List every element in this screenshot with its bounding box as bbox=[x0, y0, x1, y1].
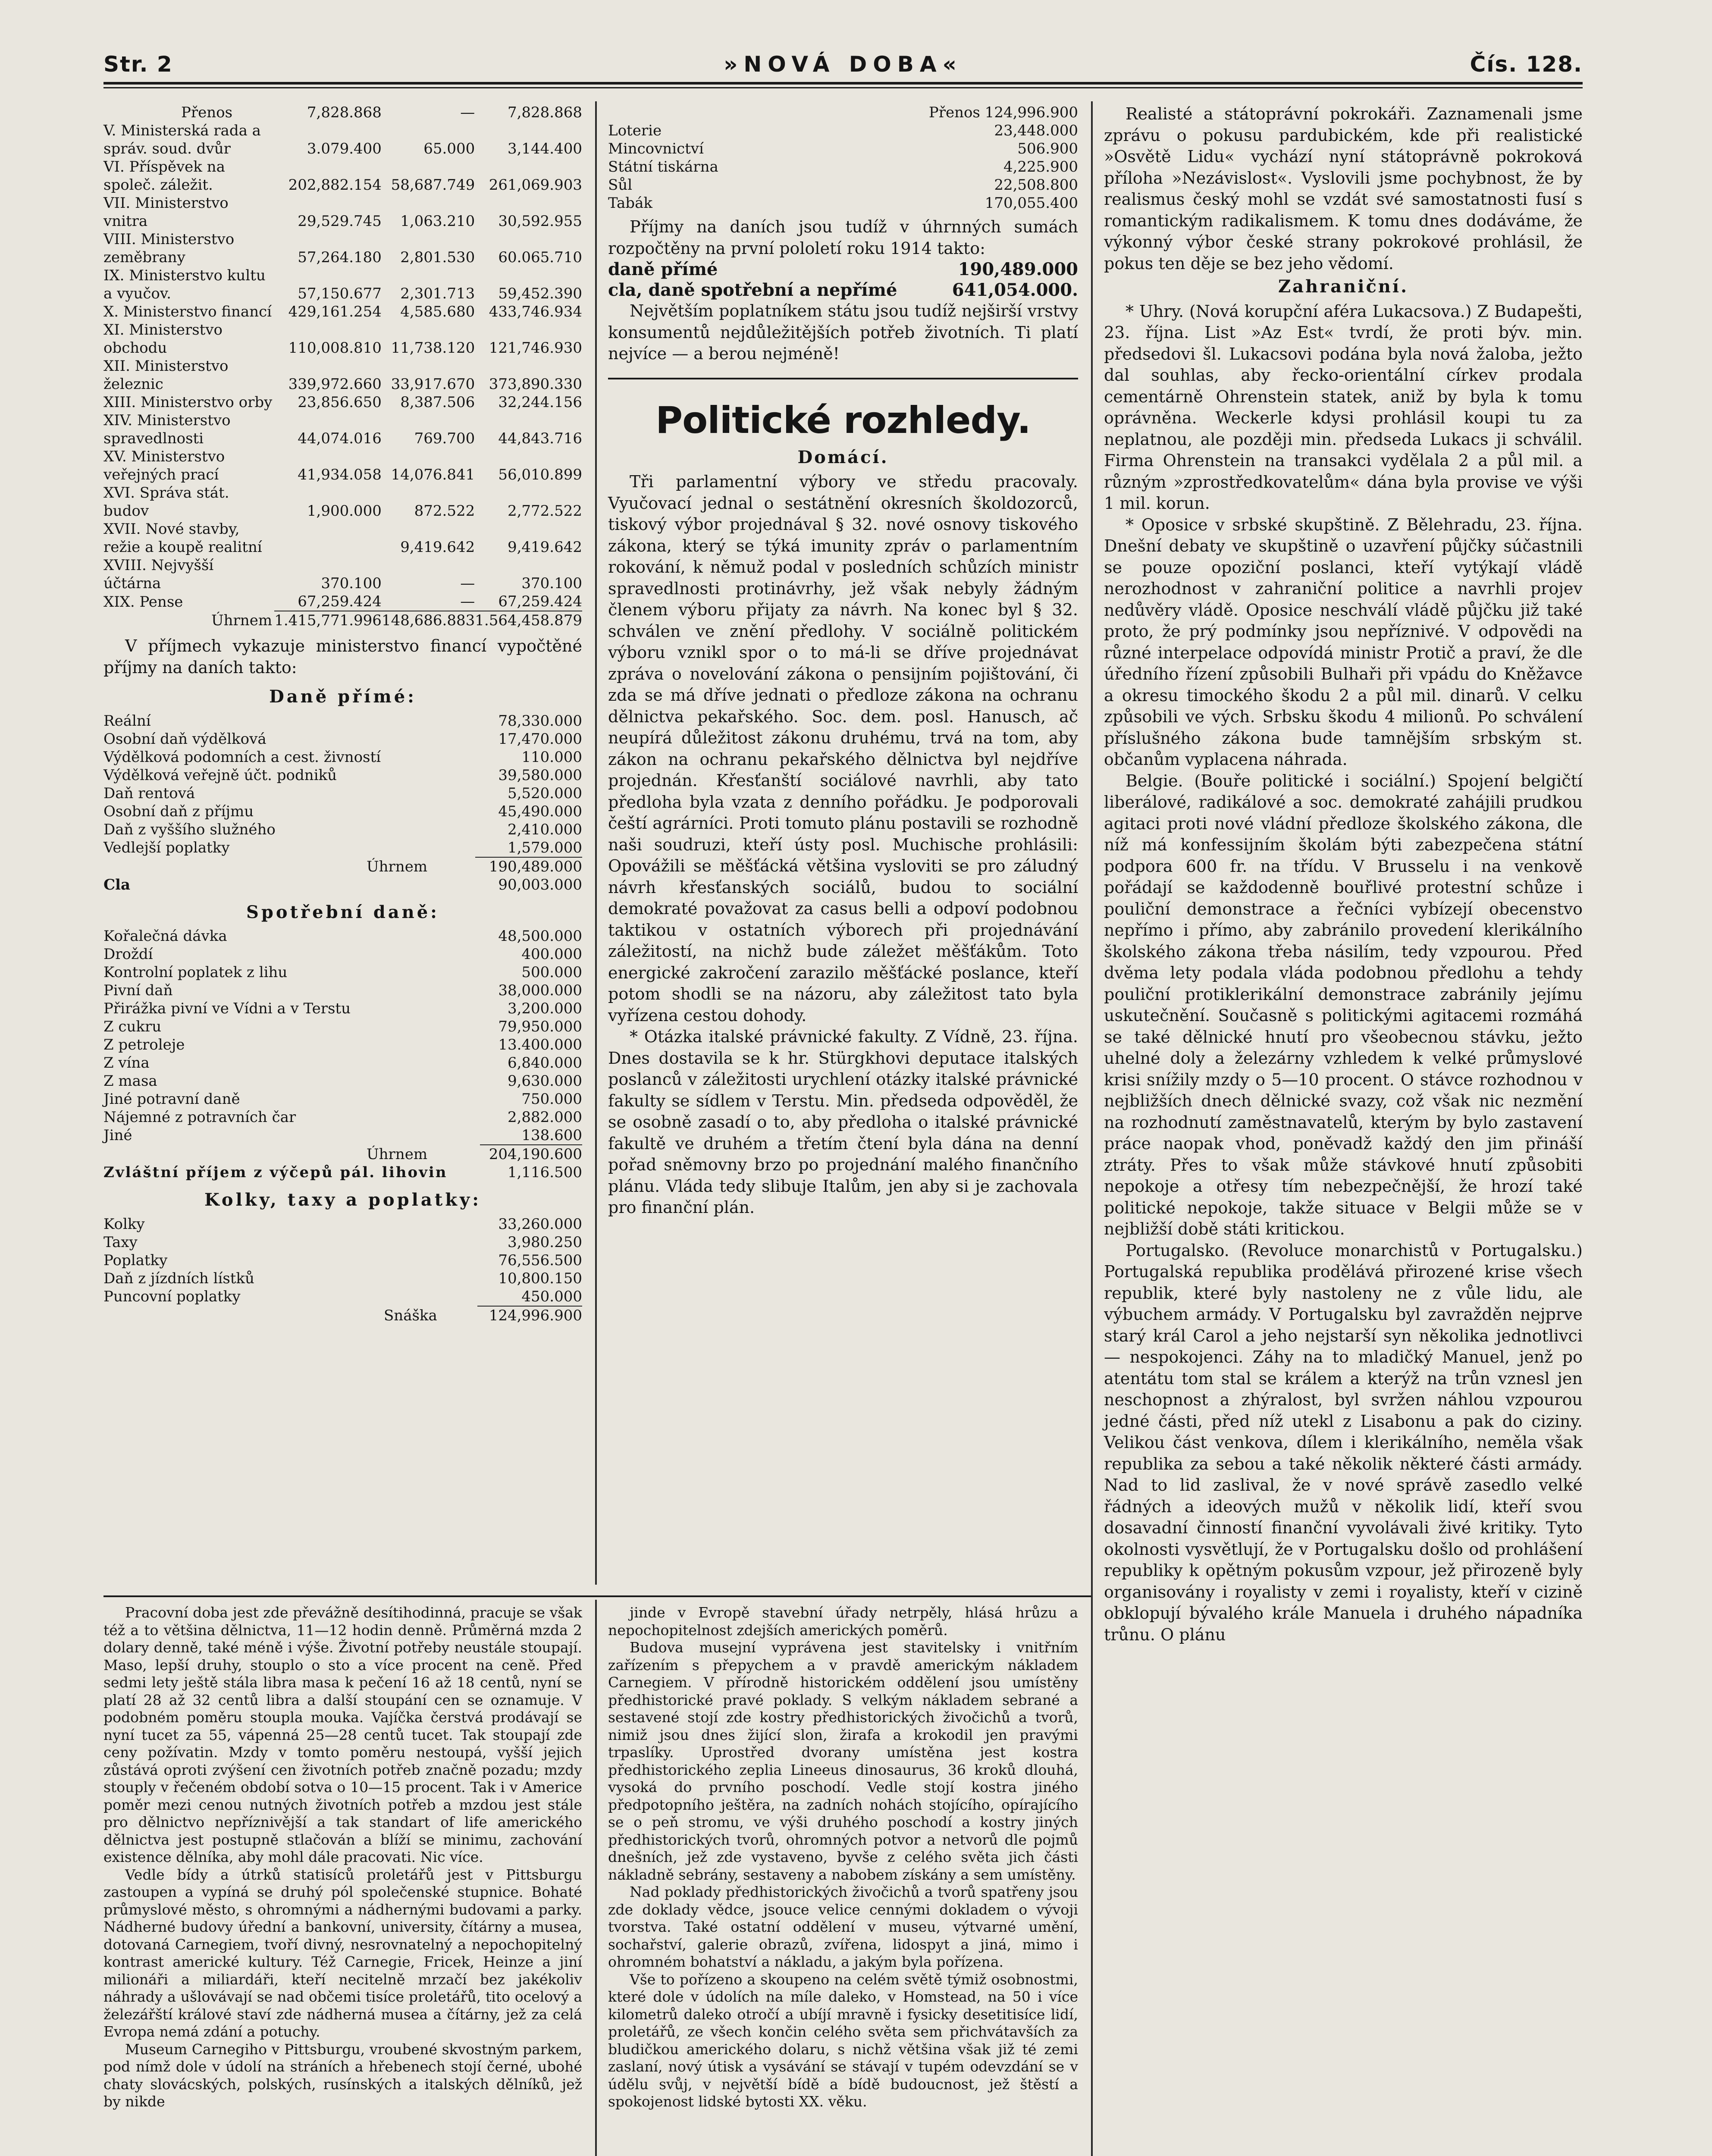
table-row: Z cukru 79,950.000 bbox=[103, 1018, 582, 1035]
article-paragraph: * Otázka italské právnické fakulty. Z Vídně, 23. října. Dnes dostavila se k hr. Stürgkhovi deputace italských poslanců v záležitosti urychlení otázky italské právnické fakulty se sídlem v Terstu. Min. předseda odpověděl, že se osobně zasadí o to, aby předloha o italské právnické fakultě ve druhém a třetím čtení byla dána na denní pořad sněmovny brzo po projednání malého finančního plánu. Vláda tedy slibuje Italům, jen aby si je zachovala pro finanční plán. bbox=[608, 1027, 1078, 1217]
revenue-intro: Příjmy na daních jsou tudíž v úhrnných sumách rozpočtěny na první pololetí roku 1914 takto: bbox=[608, 217, 1078, 258]
masthead bbox=[103, 43, 1583, 82]
middle-column bbox=[608, 103, 1078, 1219]
table-row: Sůl 22,508.800 bbox=[608, 176, 1078, 194]
table-row: Výdělková veřejně účt. podniků 39,580.000 bbox=[103, 766, 582, 784]
table-row: Z petroleje 13.400.000 bbox=[103, 1036, 582, 1053]
fees-heading: Kolky, taxy a poplatky: bbox=[204, 1190, 481, 1210]
budget-row: XI. Ministerstvo obchodu 110,008.810 11,738.120 121,746.930 bbox=[103, 321, 582, 357]
budget-row: VII. Ministerstvo vnitra 29,529.745 1,063.210 30,592.955 bbox=[103, 194, 582, 230]
article-paragraph: Portugalsko. (Revoluce monarchistů v Portugalsku.) Portugalská republika prodělává přirozené krise všech republik, které byly nastoleny ne z vůle lidu, ale výbuchem armády. V Portugalsku byl zavražděn nejprve starý král Carol a jeho nejstarší syn několika jednotlivci — nespokojenci. Záhy na to mladičký Manuel, jenž po atentátu tom stal se králem a kterýž na trůn vznesl jen neschopnost a zhýralost, byl svržen náhlou vzpourou jedné části, před níž utekl z Lisabonu a pak do ciziny. Velikou část venkova, dílem i klerikálního, neměla však republika za sebou a také několik některé části armády. Nad to lid zaslival, že v nové správě zasedlo velké řádných a ideových mužů v několik lidí, kteří svou dosavadní činností finanční vyvolávali živé kritiky. Tyto okolnosti vysvětlují, že v Portugalsku došlo od prohlášení republiky k opětným pokusům vzpour, jež přirozeně byly organisovány i royalisty v zemi i royalisty, kteří v cizině obklopují bývalého krále Manuela i druhého nápadníka trůnu. O plánu bbox=[1104, 1241, 1583, 1644]
table-row: Poplatky 76,556.500 bbox=[103, 1251, 582, 1269]
fees-table bbox=[103, 1215, 582, 1306]
article-rule bbox=[608, 378, 1078, 379]
foreign-articles bbox=[1104, 301, 1583, 1646]
table-row: Kolky 33,260.000 bbox=[103, 1215, 582, 1233]
direct-taxes-total: Úhrnem 190,489.000 Cla 90,003.000 bbox=[103, 858, 582, 893]
section-headline: Politické rozhledy. bbox=[655, 398, 1031, 442]
budget-row: IX. Ministerstvo kultu a vyučov. 57,150.677 2,301.713 59,452.390 bbox=[103, 267, 582, 302]
foreign-heading: Zahraniční. bbox=[1278, 276, 1409, 297]
budget-total-row: Úhrnem 1.415,771.996 148,686.883 1.564,458.879 bbox=[211, 612, 582, 629]
budget-row: X. Ministerstvo financí 429,161.254 4,585.680 433,746.934 bbox=[103, 303, 582, 320]
budget-row: XIII. Ministerstvo orby 23,856.650 8,387.506 32,244.156 bbox=[103, 394, 582, 411]
page-number: Str. 2 bbox=[103, 52, 173, 77]
article-paragraph: Tři parlamentní výbory ve středu pracovaly. Vyučovací jednal o sestátnění okresních školdozorců, tiskový výbor projednával § 32. nové osnovy tiskového zákona, který se týká imunity zpráv o parlamentním rokování, k němuž podal v posledních schůzích ministr spravedlnosti protinávrhy, jež však nebyly žádným členem výboru přijaty za návrh. Na konec byl § 32. schválen ve znění předlohy. V sociálně politickém výboru vznikl spor o to má-li se dříve projednávat zpráva o novelování zákona o pensijním pojištování, či zda se má dříve jednati o předloze zákona na ochranu dělnictva pekařského. Soc. dem. posl. Hanusch, ač neupírá důležitost zákonu druhému, trvá na tom, aby zákon na ochranu pekařského dělnictva byl nejdříve projednán. Křesťanští sociálové navrhli, aby tato předloha byla vzata z denního pořádku. Je podporovali čeští agrárníci. Proti tomuto plánu postavili se rozhodně naši soudruzi, kteří ústy posl. Muchische prohlásili: Opovážili se měšťácká většina vysloviti se pro záludný návrh křesťanských sociálů, budou to sociální demokraté považovat za casus belli a odpoví podobnou taktikou v ostatních výborech při projednávání záležitostí, na nichž bude záležet měšťákům. Toto energické zakročení zarazilo měšťácké poslance, kteří potom shodli se na názoru, aby záležitost tato byla vyřízena cestou dohody. bbox=[608, 472, 1078, 1025]
consumption-taxes-heading: Spotřební daně: bbox=[246, 902, 439, 922]
budget-row: XVII. Nové stavby, režie a koupě realitní 9,419.642 9,419.642 bbox=[103, 520, 582, 556]
table-row: Droždí 400.000 bbox=[103, 946, 582, 963]
revenue-sums bbox=[608, 259, 1078, 301]
header-rule-thin bbox=[103, 87, 1583, 88]
table-row: Mincovnictví 506.900 bbox=[608, 140, 1078, 157]
article-paragraph: Pracovní doba jest zde převážně desítihodinná, pracuje se však též a to většina dělnictva, 11—12 hodin denně. Průměrná mzda 2 dolary denně, také méně i výše. Životní potřeby neustále stoupají. Maso, lepší druhy, stouplo o sto a více procent na ceně. Před sedmi lety ještě stála libra masa k pečení 16 až 18 centů, nyní se platí 28 až 32 centů libra a další stoupání cen se oznamuje. V podobném poměru stoupla mouka. Vajíčka čerstvá prodávají se nyní tucet za 55, vápenná 25—28 centů tucet. Tak stoupají zde ceny požívatin. Mzdy v tomto poměru nestoupá, vyšší jejich zůstává oproti zvýšení cen životních potřeb značně pozadu; mzdy stouply v řečeném období sotva o 10—15 procent. Tak i v Americe poměr mezi cenou nutných životních potřeb a mzdou jest stále pro dělnictvo nepříznivější a tak standart of life amerického dělnictva jest postupně stlačován a blíží se minimu, zachování existence dělníka, aby mohl dále pracovati. Nic více. bbox=[103, 1604, 582, 1865]
table-row: Z vína 6,840.000 bbox=[103, 1054, 582, 1072]
direct-taxes-table bbox=[103, 712, 582, 857]
tax-intro: V příjmech vykazuje ministerstvo financí vypočtěné příjmy na daních takto: bbox=[103, 636, 582, 677]
table-row: Pivní daň 38,000.000 bbox=[103, 982, 582, 999]
newspaper-title: »NOVÁ DOBA« bbox=[724, 52, 963, 77]
article-paragraph: Museum Carnegiho v Pittsburgu, vroubené skvostným parkem, pod nímž dole v údolí na stráních a hřebenech stojí černé, ubohé chaty slovácských, polských, rusínských a italských dělníků, jež by nikde bbox=[103, 2040, 582, 2110]
table-row: Nájemné z potravních čar 2,882.000 bbox=[103, 1109, 582, 1126]
article-paragraph: jinde v Evropě stavební úřady netrpěly, hlásá hrůzu a nepochopitelnost zdejších amerických poměrů. bbox=[608, 1604, 1078, 1639]
issue-number: Čís. 128. bbox=[1470, 52, 1583, 77]
table-row: Daň z jízdních lístků 10,800.150 bbox=[103, 1269, 582, 1287]
table-row: Kořalečná dávka 48,500.000 bbox=[103, 928, 582, 945]
domestic-articles bbox=[608, 471, 1078, 1219]
table-row: daně přímé 190,489.000 bbox=[608, 259, 1078, 279]
table-row: Výdělková podomních a cest. živností 110.000 bbox=[103, 748, 582, 766]
article-paragraph: * Uhry. (Nová korupční aféra Lukacsova.) Z Budapešti, 23. října. List »Az Est« tvrdí, že proti býv. min. předsedovi šl. Lukacsovi podána byla nová žaloba, ježto dal souhlas, aby řecko-orientální církev prodala cementárně Ohrenstein statek, aniž by byla k tomu oprávněna. Weckerle kdysi prohlásil koupi tu za neplatnou, ale později min. předseda Lukacs ji schválil. Firma Ohrenstein na transakci vydělala 2 a půl mil. a různým »zprostředkovatelům« dána byla provise ve výši 1 mil. korun. bbox=[1104, 301, 1583, 513]
article-paragraph: Realisté a státoprávní pokrokáři. Zaznamenali jsme zprávu o pokusu pardubickém, kde při realistické »Osvětě Lidu« vychází nyní státoprávně pokroková příloha »Nezávislost«. Vyslovili jsme pochybnost, že by realismus český mohl se vzdát své samostatnosti fusí s romantickým radikalismem. K tomu dnes dodáváme, že výkonný výbor české strany pokrokové prohlásil, že pokus ten děje se bez jeho vědomí. bbox=[1104, 104, 1583, 273]
budget-row: XV. Ministerstvo veřejných prací 41,934.058 14,076.841 56,010.899 bbox=[103, 448, 582, 483]
article-paragraph: Budova musejní vyprávena jest stavitelsky i vnitřním zařízením s přepychem a v pravdě americkým nákladem Carnegiem. V přírodně historickém oddělení jsou umístěny předhistorické pravé poklady. S velkým nákladem sebrané a sestavené stojí zde kostry předhistorických živočichů a tvorů, nimiž jsou dnes žijící slon, žirafa a krokodil jen pravými trpaslíky. Uprostřed dvorany umístěna jest kostra předhistorického zeplia Lineeus dinosaurus, 36 kroků dlouhá, vysoká do prvního poschodí. Vedle stojí kostra jiného předpotopního ještěra, na zadních nohách stojícího, opírajícího se o peň stromu, ve výši druhého poschodí a kostry jiných předhistorických tvorů, ohromných potvor a netvorů dle pojmů dnešních, jež zde vystaveno, byvše z celého světa jich části nákladně sebrány, sestaveny a nabobem získány a sem umístěny. bbox=[608, 1639, 1078, 1883]
table-row: Osobní daň z příjmu 45,490.000 bbox=[103, 802, 582, 820]
pokrokari-article bbox=[1104, 103, 1583, 274]
budget-row: V. Ministerská rada a správ. soud. dvůr 3.079.400 65.000 3,144.400 bbox=[103, 122, 582, 157]
budget-row: VIII. Ministerstvo zeměbrany 57,264.180 2,801.530 60.065.710 bbox=[103, 231, 582, 266]
table-row: Osobní daň výdělková 17,470.000 bbox=[103, 730, 582, 748]
feuilleton-right bbox=[608, 1604, 1078, 2111]
budget-row: VI. Příspěvek na společ. záležit. 202,882.154 58,687.749 261,069.903 bbox=[103, 158, 582, 194]
column-separator bbox=[595, 1600, 597, 2156]
budget-row: XIX. Pense 67,259.424 — 67,259.424 bbox=[103, 593, 582, 611]
article-paragraph: Nad poklady předhistorických živočichů a tvorů spatřeny jsou zde doklady vědce, jsouce velice cennými dokladem o vývoji tvorstva. Také ostatní oddělení v museu, výtvarné umění, sochařství, galerie obrazů, zvířena, lidospyt a jiná, mimo i ohromném bohatství a nákladu, a jakým byla pořízena. bbox=[608, 1883, 1078, 1970]
table-row: cla, daně spotřební a nepřímé 641,054.000. bbox=[608, 280, 1078, 300]
article-paragraph: Vše to pořízeno a skoupeno na celém světě týmiž osobnostmi, které dole v údolích na míle daleko, v Homstead, na 50 i více kilometrů daleko otročí a ubíjí mravně i fysicky desetitisíce lidí, proletářů, ze všech končin celého světa sem přichvátavších za bludičkou amerického dolaru, s nichž většina však již té zemi zaslaní, nový útisk a vysávání se stávají v tupém odevzdání se v údělu svůj, v největší bídě a bídě budoucnost, jež štěstí a spokojenost lidské bytosti XX. věku. bbox=[608, 1971, 1078, 2110]
table-row: Puncovní poplatky 450.000 bbox=[103, 1288, 582, 1305]
table-row: Tabák 170,055.400 bbox=[608, 194, 1078, 212]
table-row: Vedlejší poplatky 1,579.000 bbox=[103, 839, 582, 856]
feuilleton-left bbox=[103, 1604, 582, 2111]
table-row: Kontrolní poplatek z lihu 500.000 bbox=[103, 964, 582, 981]
table-row: Jiné 138.600 bbox=[103, 1127, 582, 1144]
right-column bbox=[1104, 103, 1583, 1645]
table-row: Přenos 124,996.900 bbox=[928, 104, 1078, 121]
article-paragraph: Belgie. (Bouře politické i sociální.) Spojení belgičtí liberálové, radikálové a soc. demokraté zahájili prudkou agitaci proti nové vládní předloze školského zákona, dle níž má konfessijním školám býti zabezpečena státní podpora 600 fr. na třídu. V Brusselu i na venkově pořádají se každodenně bouřlivé protestní schůze i pouliční demonstrace a řečníci vybízejí obecenstvo nepřímo i přímo, aby zabránilo provedení klerikálního školského zákona třeba násilím, tedy vzpourou. Před dvěma lety podala vláda podobnou předlohu a tehdy pouliční protiklerikální demonstrace zabránily jejímu uskutečnění. Současně s politickými agitacemi rozmáhá se také dělnické hnutí pro všeobecnou stávku, ježto uhelné doly a železárny vzhledem k velké průmyslové krisi snížily mzdy o 5—10 procent. O stávce rozhodnou v nejbližších dnech dělnické svazy, což však nic nezmění na rozhodnutí zaměstnavatelů, kterým by bylo zastavení práce naopak vhod, poněvadž každý den jim přináší ztráty. Přes to však může stávkové hnutí způsobiti nepokoje a otřesy tím nebezpečnější, že hrozí také politické nepokoje, takže situace v Belgii může se v nejbližší době státi kritickou. bbox=[1104, 771, 1583, 1238]
table-row: Přirážka pivní ve Vídni a v Terstu 3,200.000 bbox=[103, 1000, 582, 1017]
budget-column bbox=[103, 103, 582, 1325]
table-row: Reální 78,330.000 bbox=[103, 712, 582, 730]
budget-row: XIV. Ministerstvo spravedlnosti 44,074.016 769.700 44,843.716 bbox=[103, 412, 582, 447]
table-row: Jiné potravní daně 750.000 bbox=[103, 1091, 582, 1108]
article-paragraph: Vedle bídy a útrků statisíců proletářů jest v Pittsburgu zastoupen a vypíná se druhý pól společenské stupnice. Bohaté průmyslové město, s ohromnými a nádhernými budovami a parky. Nádherné budovy úřední a bankovní, university, čítárny a musea, dotovaná Carnegiem, tvoří divný, nesrovnatelný a nepochopitelný kontrast americké kultury. Též Carnegie, Fricek, Heinze a jiní milionáři a miliardáři, kteří necitelně mrzačí bez jakékoliv náhrady a ušlovávají se nad občemi tisíce proletářů, tito ocelový a železářští králové staví zde nádherná musea a čítárny, jež za celá Evropa nemá zdání a potuchy. bbox=[103, 1866, 582, 2040]
revenue-closing: Největším poplatníkem státu jsou tudíž nejširší vrstvy konsumentů nejdůležitějších potřeb životních. Ti platí nejvíce — a berou nejméně! bbox=[608, 301, 1078, 363]
revenue-table bbox=[608, 103, 1078, 212]
column-separator bbox=[595, 101, 597, 1585]
newspaper-page bbox=[103, 26, 1583, 2156]
domestic-heading: Domácí. bbox=[797, 447, 889, 467]
table-row: Taxy 3,980.250 bbox=[103, 1233, 582, 1251]
consumption-taxes-total: Úhrnem 204,190.600 Zvláštní příjem z výčepů pál. lihovin 1,116.500 bbox=[103, 1146, 582, 1181]
budget-table bbox=[103, 103, 582, 630]
fees-total: Snáška 124,996.900 bbox=[384, 1307, 582, 1324]
budget-row: XII. Ministerstvo železnic 339,972.660 33,917.670 373,890.330 bbox=[103, 357, 582, 393]
table-row: Daň rentová 5,520.000 bbox=[103, 784, 582, 802]
section-rule bbox=[103, 1595, 1091, 1597]
budget-row: XVIII. Nejvyšší účtárna 370.100 — 370.100 bbox=[103, 557, 582, 592]
consumption-taxes-table bbox=[103, 927, 582, 1144]
header-rule bbox=[103, 82, 1583, 85]
column-separator bbox=[1091, 101, 1093, 2156]
direct-taxes-heading: Daně přímé: bbox=[269, 686, 417, 707]
budget-row: XVI. Správa stát. budov 1,900.000 872.522 2,772.522 bbox=[103, 484, 582, 520]
table-row: Daň z vyššího služného 2,410.000 bbox=[103, 821, 582, 838]
table-row: Loterie 23,448.000 bbox=[608, 122, 1078, 139]
table-row: Z masa 9,630.000 bbox=[103, 1072, 582, 1090]
article-paragraph: * Oposice v srbské skupštině. Z Bělehradu, 23. října. Dnešní debaty ve skupštině o uzavření půjčky súčastnili se pouze opoziční poslanci, kteří vytýkají vládě nerozhodnost v zahraniční politice a navrhli projev nedůvěry vládě. Oposice neschválí vládě půjčku již také proto, že prý podmínky jsou nepříznivé. V odpovědi na různé interpelace odpovídá ministr Protič a praví, že dle úředního řízení způsobili Bulhaři při vpádu do Kněžavce a okresu timockého škodu 2 a půl mil. dinarů. V celku způsobili ve vých. Srbsku škodu 4 milionů. Po schválení příslušného zákona bude tamnějším srbským st. občanům vyplacena náhrada. bbox=[1104, 515, 1583, 769]
table-row: Státní tiskárna 4,225.900 bbox=[608, 158, 1078, 175]
budget-row: Přenos 7,828.868 — 7,828.868 bbox=[181, 104, 582, 121]
